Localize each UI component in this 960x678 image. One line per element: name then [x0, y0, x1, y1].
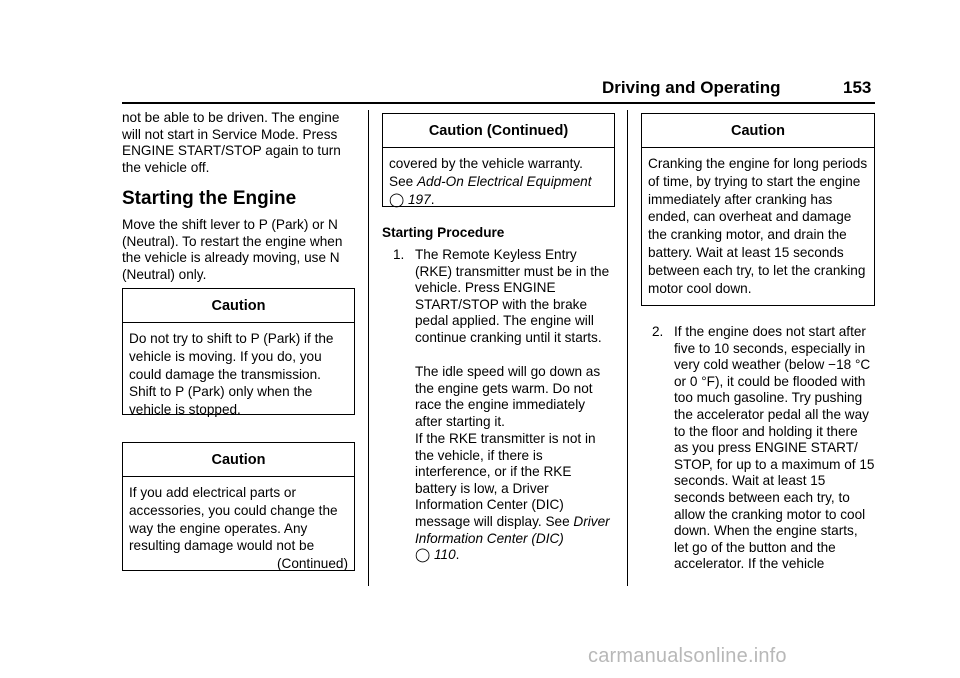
cross-reference-link[interactable]: Add-On Electrical Equipment — [416, 173, 592, 189]
step-number: 2. — [652, 324, 664, 339]
step-1-paragraph-2: The idle speed will go down as the engine gets warm. Do not race the engine immediately after starting it. — [415, 364, 601, 429]
subsection-heading: Starting Procedure — [382, 225, 505, 240]
column-divider-1 — [368, 110, 369, 586]
step-1-paragraph-3-text: If the RKE transmitter is not in the vehicle, if there is interference, or if the RKE battery is low, a Driver Information Center (DIC) message will display. See — [415, 431, 596, 529]
section-heading: Starting the Engine — [122, 188, 297, 209]
sentence-end: . — [430, 191, 435, 207]
caution-title: Caution — [642, 114, 874, 148]
intro-paragraph: Move the shift lever to P (Park) or N (Neutral). To restart the engine when the vehicle is already moving, use N (Neutral) only. — [122, 217, 343, 282]
sentence-end: . — [455, 547, 460, 563]
caution-body — [123, 477, 354, 579]
step-text: The Remote Keyless Entry (RKE) transmitter must be in the vehicle. Press ENGINE START/STOP with the brake pedal applied. The engine will continue cranking until it starts. — [415, 247, 610, 345]
caution-body: Do not try to shift to P (Park) if the vehicle is moving. If you do, you could damage the transmission. Shift to P (Park) only when the vehicle is stopped. — [129, 331, 334, 418]
step-1-paragraph-3 — [415, 431, 615, 564]
caution-box-electrical — [122, 442, 355, 571]
page-reference[interactable]: 110 — [434, 547, 456, 563]
page-number: 153 — [843, 78, 872, 97]
caution-box-cranking — [641, 113, 875, 306]
header-rule — [122, 102, 875, 104]
caution-title: Caution — [123, 289, 354, 323]
step-number: 1. — [393, 247, 405, 262]
page-section-title: Driving and Operating — [602, 78, 781, 97]
caution-body-text: If you add electrical parts or accessories, you could change the way the engine operates. Any resulting damage would not be — [129, 485, 338, 554]
intro-paragraph-block — [122, 217, 358, 283]
caution-title: Caution — [123, 443, 354, 477]
watermark: carmanualsonline.info — [588, 645, 787, 667]
step-text: If the engine does not start after five to 10 seconds, especially in very cold weather (below −18 °C or 0 °F), it could be flooded with too much gasoline. Try pushing the accelerator pedal all the way to the floor and holding it there as you press ENGINE START/ STOP, for up to a maximum of 15 seconds. Wait at least 15 seconds between each try, to allow the cranking motor to cool down. When the engine starts, let go of the button and the accelerator. If the vehicle — [674, 324, 875, 572]
continued-label: (Continued) — [276, 556, 348, 572]
page-ref-icon: ◯ — [415, 547, 431, 563]
column-1 — [122, 110, 358, 176]
caution-box-continued — [382, 113, 615, 207]
column-divider-2 — [627, 110, 628, 586]
page-reference[interactable]: 197 — [408, 191, 431, 207]
caution-title: Caution (Continued) — [383, 114, 614, 148]
step-1 — [393, 247, 615, 347]
continued-paragraph: not be able to be driven. The engine will not start in Service Mode. Press ENGINE START/STOP again to turn the vehicle off. — [122, 110, 341, 175]
caution-body: Cranking the engine for long periods of time, by trying to start the engine immediately after cranking has ended, can overheat and damage the cranking motor, and drain the battery. Wait at least 15 seconds between each try, to let the cranking motor cool down. — [648, 156, 868, 296]
caution-box-shift — [122, 288, 355, 418]
step-2 — [652, 324, 875, 573]
caution-body-text: covered by the vehicle warranty. See — [389, 156, 583, 189]
caution-body — [383, 148, 614, 214]
cross-reference-link[interactable]: Driver Information Center (DIC) — [415, 513, 610, 546]
page-ref-icon: ◯ — [389, 191, 405, 207]
